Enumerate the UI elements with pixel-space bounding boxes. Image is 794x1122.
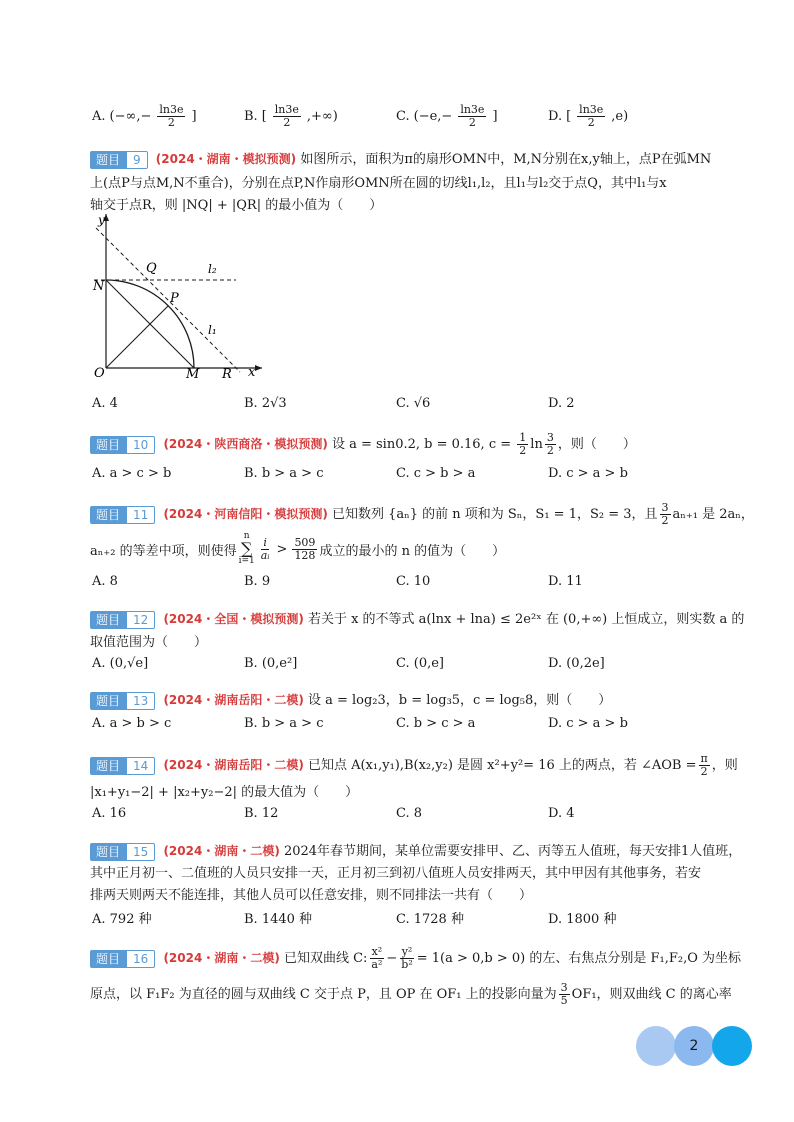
q8-option-a: A. (−∞,− $\frac{\ln 3e}{2}$ ] — [92, 103, 197, 129]
q10-tag: 题目 10 — [90, 436, 155, 454]
q14-line-2: |x₁+y₁−2| + |x₂+y₂−2| 的最大值为（ ） — [90, 785, 359, 800]
q15-source: (2024・湖南・二模) — [163, 844, 280, 858]
q13-line-1: 题目 13 (2024・湖南岳阳・二模) 设 a = log₂3，b = log₃5，c = log₅8，则（ ） — [90, 689, 611, 710]
q14-option-a: A. 16 — [92, 806, 127, 821]
q16-line-1: 题目 16 (2024・湖南・二模) 已知双曲线 C: $\frac{\text{x²}}{\text{a²}}$ − $\frac{\text{y²}}{\text{b²}}$ = 1(a > 0,b > 0) 的左、右焦点分别是 F₁,F₂,O 为坐标 — [90, 946, 741, 971]
label-o: O — [94, 366, 105, 381]
q11-source: (2024・河南信阳・模拟预测) — [163, 507, 328, 521]
q11-option-d: D. 11 — [548, 574, 583, 589]
q16-line-2: 原点，以 F₁F₂ 为直径的圆与双曲线 C 交于点 P，且 OP 在 OF₁ 上的投影向量为 $\frac{3}{5}$ OF₁，则双曲线 C 的离心率 — [90, 981, 732, 1007]
label-l2: l₂ — [208, 262, 217, 276]
q8-option-b: B. [ $\frac{\ln 3e}{2}$ ,+∞) — [244, 103, 338, 129]
q9-options — [92, 396, 732, 420]
q8-option-c: C. (−e,− $\frac{\ln 3e}{2}$ ] — [396, 103, 498, 129]
q15-option-d: D. 1800 种 — [548, 912, 617, 927]
q15-option-b: B. 1440 种 — [244, 912, 313, 927]
q9-option-b: B. 2√3 — [244, 396, 287, 411]
label-r: R — [222, 367, 232, 382]
page-indicator — [636, 1026, 752, 1066]
q11-tag: 题目 11 — [90, 506, 155, 524]
q9-tag: 题目 9 — [90, 151, 148, 169]
q13-option-a: A. a > b > c — [92, 716, 172, 731]
sum-operator: n ∑ i=1 — [238, 531, 255, 566]
q8-options — [92, 104, 732, 128]
q9-text-3: 轴交于点R，则 |NQ| + |QR| 的最小值为（ ） — [90, 198, 383, 213]
sector-figure — [90, 210, 270, 382]
q10-option-c: C. c > b > a — [396, 466, 476, 481]
q9-text-2: 上(点P与点M,N不重合)，分别在点P,N作扇形OMN所在圆的切线l₁,l₂，且l₁与l₂交于点Q，其中l₁与x — [90, 176, 667, 191]
q15-tag: 题目 15 — [90, 843, 155, 861]
q11-options — [92, 574, 732, 598]
q15-line-2: 其中正月初一、二值班的人员只安排一天，正月初三到初八值班人员安排两天，其中甲因有其他事务，若安 — [90, 866, 702, 881]
q11-option-c: C. 10 — [396, 574, 431, 589]
page-bubble-left — [636, 1026, 676, 1066]
label-y: y — [98, 213, 105, 227]
q10-option-a: A. a > c > b — [92, 466, 172, 481]
q15-options — [92, 908, 732, 932]
page-number: 2 — [674, 1026, 714, 1066]
label-x: x — [248, 365, 256, 380]
radius-op — [106, 306, 168, 368]
label-m: M — [186, 367, 200, 382]
q13-option-c: C. b > c > a — [396, 716, 476, 731]
q15-option-c: C. 1728 种 — [396, 912, 464, 927]
q12-source: (2024・全国・模拟预测) — [163, 612, 304, 626]
q12-tag: 题目 12 — [90, 611, 155, 629]
q14-tag: 题目 14 — [90, 757, 155, 775]
label-n: N — [93, 279, 105, 294]
q9-option-d: D. 2 — [548, 396, 575, 411]
q9-option-c: C. √6 — [396, 396, 431, 411]
q10-options — [92, 466, 732, 490]
q11-option-b: B. 9 — [244, 574, 271, 589]
q9-option-a: A. 4 — [92, 396, 118, 411]
label-q: Q — [146, 261, 157, 276]
q13-options — [92, 716, 732, 740]
q16-tag: 题目 16 — [90, 950, 155, 968]
q10-source: (2024・陕西商洛・模拟预测) — [163, 437, 328, 451]
label-p: P — [170, 291, 179, 306]
q14-source: (2024・湖南岳阳・二模) — [163, 758, 304, 772]
q12-line-1: 题目 12 (2024・全国・模拟预测) 若关于 x 的不等式 a(lnx + lna) ≤ 2e²ˣ 在 (0,+∞) 上恒成立，则实数 a 的 — [90, 608, 744, 629]
q13-option-d: D. c > a > b — [548, 716, 628, 731]
q10-option-b: B. b > a > c — [244, 466, 324, 481]
q8-option-d: D. [ $\frac{\ln 3e}{2}$ ,e) — [548, 103, 629, 129]
q16-source: (2024・湖南・二模) — [163, 951, 280, 965]
page-bubble-right — [712, 1026, 752, 1066]
q12-option-a: A. (0,√e] — [92, 656, 149, 671]
q14-line-1: 题目 14 (2024・湖南岳阳・二模) 已知点 A(x₁,y₁),B(x₂,y₂) 是圆 x²+y²= 16 上的两点，若 ∠AOB = $\frac{\pi}{2}$ ，则 — [90, 753, 738, 778]
q13-option-b: B. b > a > c — [244, 716, 324, 731]
q11-line-2: aₙ₊₂ 的等差中项，则使得 n ∑ i=1 $\frac{i}{\text{aᵢ}}$ > $\frac{509}{128}$ 成立的最小的 n 的值为（ ） — [90, 531, 506, 566]
q11-option-a: A. 8 — [92, 574, 118, 589]
q10-line-1: 题目 10 (2024・陕西商洛・模拟预测) 设 a = sin0.2, b = 0.16, c = $\frac{1}{2}$ ln $\frac{3}{2}$ ，则（ ） — [90, 432, 636, 457]
q13-source: (2024・湖南岳阳・二模) — [163, 693, 304, 707]
q12-option-b: B. (0,e²] — [244, 656, 298, 671]
q14-option-b: B. 12 — [244, 806, 279, 821]
q15-line-1: 题目 15 (2024・湖南・二模) 2024年春节期间，某单位需要安排甲、乙、丙等五人值班，每天安排1人值班， — [90, 840, 741, 861]
q12-line-2: 取值范围为（ ） — [90, 635, 208, 650]
label-l1: l₁ — [208, 323, 217, 337]
q15-option-a: A. 792 种 — [92, 912, 152, 927]
q11-line-1: 题目 11 (2024・河南信阳・模拟预测) 已知数列 {aₙ} 的前 n 项和为 Sₙ，S₁ = 1，S₂ = 3，且 $\frac{3}{2}$ aₙ₊₁ 是 2aₙ， — [90, 502, 754, 527]
q15-line-3: 排两天则两天不能连排，其他人员可以任意安排，则不同排法一共有（ ） — [90, 888, 533, 903]
q13-tag: 题目 13 — [90, 692, 155, 710]
q14-options — [92, 806, 732, 830]
x-axis-arrow — [255, 365, 262, 371]
q12-option-d: D. (0,2e] — [548, 656, 605, 671]
q12-options — [92, 656, 732, 680]
q9-line-1 — [90, 148, 711, 169]
q9-source: (2024・湖南・模拟预测) — [155, 152, 297, 166]
q9-text-1: 如图所示，面积为π的扇形OMN中，M,N分别在x,y轴上，点P在弧MN — [300, 152, 712, 167]
q10-option-d: D. c > a > b — [548, 466, 628, 481]
q14-option-d: D. 4 — [548, 806, 575, 821]
q12-option-c: C. (0,e] — [396, 656, 444, 671]
tangent-l1 — [96, 228, 240, 372]
q14-option-c: C. 8 — [396, 806, 423, 821]
